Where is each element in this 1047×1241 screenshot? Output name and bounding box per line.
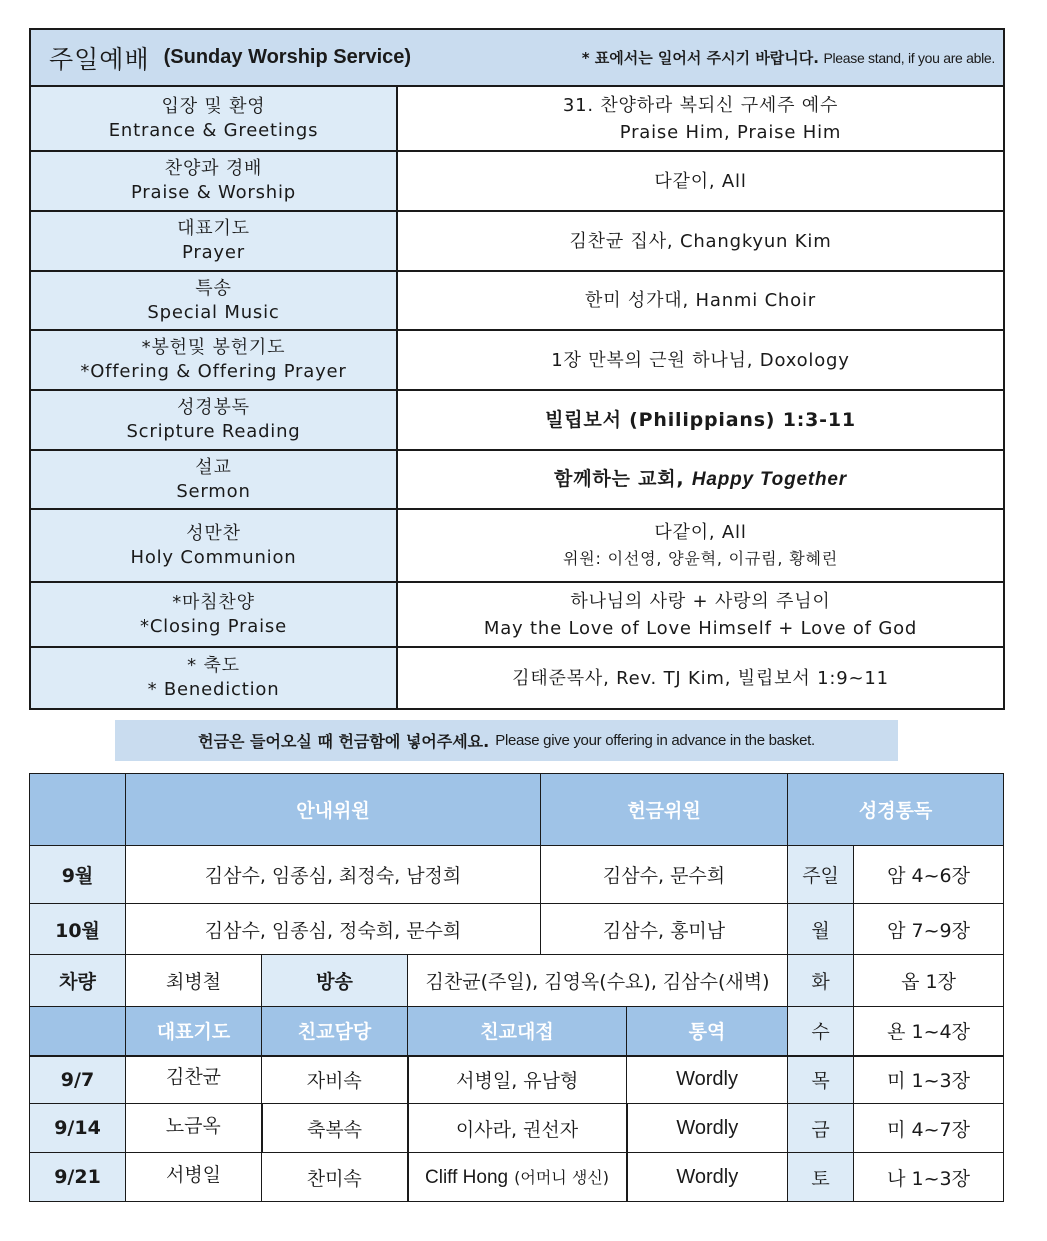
value-line-2: Praise Him, Praise Him (619, 121, 842, 143)
worship-row (30, 211, 1004, 271)
worship-item-value (397, 509, 1004, 582)
worship-row (30, 390, 1004, 450)
duty-host (408, 1153, 627, 1202)
item-ko: 찬양과 경배 (164, 158, 263, 179)
reading-day: 금 (788, 1104, 854, 1153)
ushers-names: 김삼수, 임종심, 최정숙, 남정희 (126, 846, 541, 904)
offering-notice-en: Please give your offering in advance in the basket. (495, 732, 815, 749)
item-ko: 입장 및 환영 (161, 95, 266, 117)
duty-row (30, 1153, 1004, 1202)
worship-row (30, 647, 1004, 709)
worship-item-value (397, 582, 1004, 647)
item-en: Entrance & Greetings (108, 119, 319, 141)
worship-item-label (30, 390, 397, 450)
value-line-2: 위원: 이선영, 양윤혁, 이규림, 황혜린 (563, 549, 838, 568)
sermon-title-en: Happy Together (691, 469, 847, 490)
worship-row (30, 151, 1004, 211)
reading-chapters: 미 1~3장 (854, 1056, 1004, 1104)
reading-day: 화 (788, 955, 854, 1007)
duty-corner-cell (30, 1007, 126, 1056)
reading-day: 주일 (788, 846, 854, 904)
item-ko: 성만찬 (186, 522, 241, 544)
worship-row (30, 582, 1004, 647)
month-label: 10월 (30, 904, 126, 955)
worship-item-label (30, 450, 397, 509)
item-en: * Benediction (147, 679, 280, 700)
duty-row (30, 1104, 1004, 1153)
bible-reading-header: 성경통독 (788, 774, 1004, 846)
interpretation-header: 통역 (627, 1007, 788, 1056)
reading-chapters: 욘 1~4장 (854, 1007, 1004, 1056)
value-line-1: 하나님의 사랑 + 사랑의 주님이 (570, 590, 831, 612)
item-en: Holy Communion (130, 546, 297, 568)
reading-day: 수 (788, 1007, 854, 1056)
worship-row (30, 450, 1004, 509)
offering-header: 헌금위원 (541, 774, 788, 846)
worship-item-value (397, 86, 1004, 151)
stand-note (582, 47, 995, 68)
worship-item-value (397, 450, 1004, 509)
item-ko: * 축도 (187, 655, 240, 676)
vehicle-name: 최병철 (126, 955, 262, 1007)
offering-notice-ko: 헌금은 들어오실 때 헌금함에 넣어주세요. (198, 732, 490, 751)
worship-item-label (30, 582, 397, 647)
duty-host: 이사라, 권선자 (408, 1104, 627, 1153)
worship-item-value: 1장 만복의 근원 하나님, Doxology (397, 330, 1004, 390)
worship-item-label (30, 211, 397, 271)
schedule-table (29, 773, 1004, 1202)
worship-item-value: 다같이, All (397, 151, 1004, 211)
reading-chapters: 미 4~7장 (854, 1104, 1004, 1153)
item-ko: 특송 (195, 277, 232, 299)
value-line-2: May the Love of Love Himself + Love of God (483, 617, 918, 639)
ushers-header: 안내위원 (126, 774, 541, 846)
worship-header (30, 29, 1004, 86)
worship-item-value: 한미 성가대, Hanmi Choir (397, 271, 1004, 330)
duty-date: 9/14 (30, 1104, 126, 1153)
item-en: Scripture Reading (126, 421, 301, 442)
duty-interpretation: Wordly (627, 1104, 788, 1153)
worship-row (30, 271, 1004, 330)
item-en: Praise & Worship (130, 182, 297, 203)
worship-item-value: 김찬균 집사, Changkyun Kim (397, 211, 1004, 271)
item-ko: *봉헌및 봉헌기도 (141, 337, 286, 358)
duty-prayer-name: 노금옥 (165, 1114, 221, 1137)
value-line-1: 다같이, All (654, 522, 747, 543)
worship-item-label (30, 271, 397, 330)
worship-title-ko: 주일예배 (49, 44, 150, 74)
worship-row (30, 509, 1004, 582)
offering-names: 김삼수, 문수희 (541, 846, 788, 904)
reading-day: 목 (788, 1056, 854, 1104)
duty-prayer (126, 1056, 262, 1104)
worship-item-label (30, 509, 397, 582)
corner-cell (30, 774, 126, 846)
duty-header-row (30, 1007, 1004, 1056)
item-en: Special Music (147, 301, 280, 323)
worship-row (30, 86, 1004, 151)
host-header: 친교대접 (408, 1007, 627, 1056)
item-en: *Closing Praise (140, 615, 287, 637)
broadcast-names: 김찬균(주일), 김영옥(수요), 김삼수(새벽) (408, 955, 788, 1007)
worship-order-table (29, 28, 1005, 710)
item-ko: 설교 (195, 456, 232, 478)
duty-prayer-name: 김찬균 (165, 1066, 222, 1089)
reading-day: 월 (788, 904, 854, 955)
reading-chapters: 나 1~3장 (854, 1153, 1004, 1202)
month-row (30, 904, 1004, 955)
duty-row (30, 1056, 1004, 1104)
duty-host-name: Cliff Hong (425, 1167, 509, 1188)
item-ko: *마침찬양 (172, 591, 255, 613)
worship-title-en: (Sunday Worship Service) (163, 46, 412, 68)
duty-host: 서병일, 유남형 (408, 1056, 627, 1104)
worship-item-label (30, 647, 397, 709)
duty-prayer-name: 서병일 (165, 1163, 222, 1186)
item-en: *Offering & Offering Prayer (80, 361, 347, 382)
worship-row (30, 330, 1004, 390)
duty-date: 9/21 (30, 1153, 126, 1202)
duty-fellowship: 자비속 (262, 1056, 408, 1104)
worship-item-value: 빌립보서 (Philippians) 1:3-11 (397, 390, 1004, 450)
worship-item-label (30, 86, 397, 151)
reading-chapters: 암 7~9장 (854, 904, 1004, 955)
stand-note-ko: * 표에서는 일어서 주시기 바랍니다. (581, 49, 819, 67)
duty-fellowship: 찬미속 (262, 1153, 408, 1202)
fellowship-header: 친교담당 (262, 1007, 408, 1056)
month-row (30, 846, 1004, 904)
worship-item-value: 김태준목사, Rev. TJ Kim, 빌립보서 1:9~11 (397, 647, 1004, 709)
prayer-header: 대표기도 (126, 1007, 262, 1056)
offering-notice (115, 720, 898, 761)
item-ko: 성경봉독 (177, 397, 250, 418)
item-en: Prayer (182, 242, 245, 263)
duty-prayer (126, 1153, 262, 1202)
stand-note-en: Please stand, if you are able. (823, 50, 995, 66)
reading-day: 토 (788, 1153, 854, 1202)
sermon-title-ko: 함께하는 교회, (554, 468, 685, 490)
broadcast-label: 방송 (262, 955, 408, 1007)
item-ko: 대표기도 (177, 218, 250, 239)
reading-chapters: 옵 1장 (854, 955, 1004, 1007)
month-label: 9월 (30, 846, 126, 904)
duty-prayer (126, 1104, 262, 1153)
vehicle-label: 차량 (30, 955, 126, 1007)
vehicle-row (30, 955, 1004, 1007)
duty-date: 9/7 (30, 1056, 126, 1104)
duty-host-note: (어머니 생신) (514, 1168, 610, 1187)
offering-names: 김삼수, 홍미남 (541, 904, 788, 955)
reading-chapters: 암 4~6장 (854, 846, 1004, 904)
duty-interpretation: Wordly (627, 1153, 788, 1202)
item-en: Sermon (176, 480, 251, 502)
duty-fellowship: 축복속 (262, 1104, 408, 1153)
worship-item-label (30, 151, 397, 211)
worship-item-label (30, 330, 397, 390)
value-line-1: 31. 찬양하라 복되신 구세주 예수 (562, 94, 839, 116)
duty-interpretation: Wordly (627, 1056, 788, 1104)
ushers-names: 김삼수, 임종심, 정숙희, 문수희 (126, 904, 541, 955)
